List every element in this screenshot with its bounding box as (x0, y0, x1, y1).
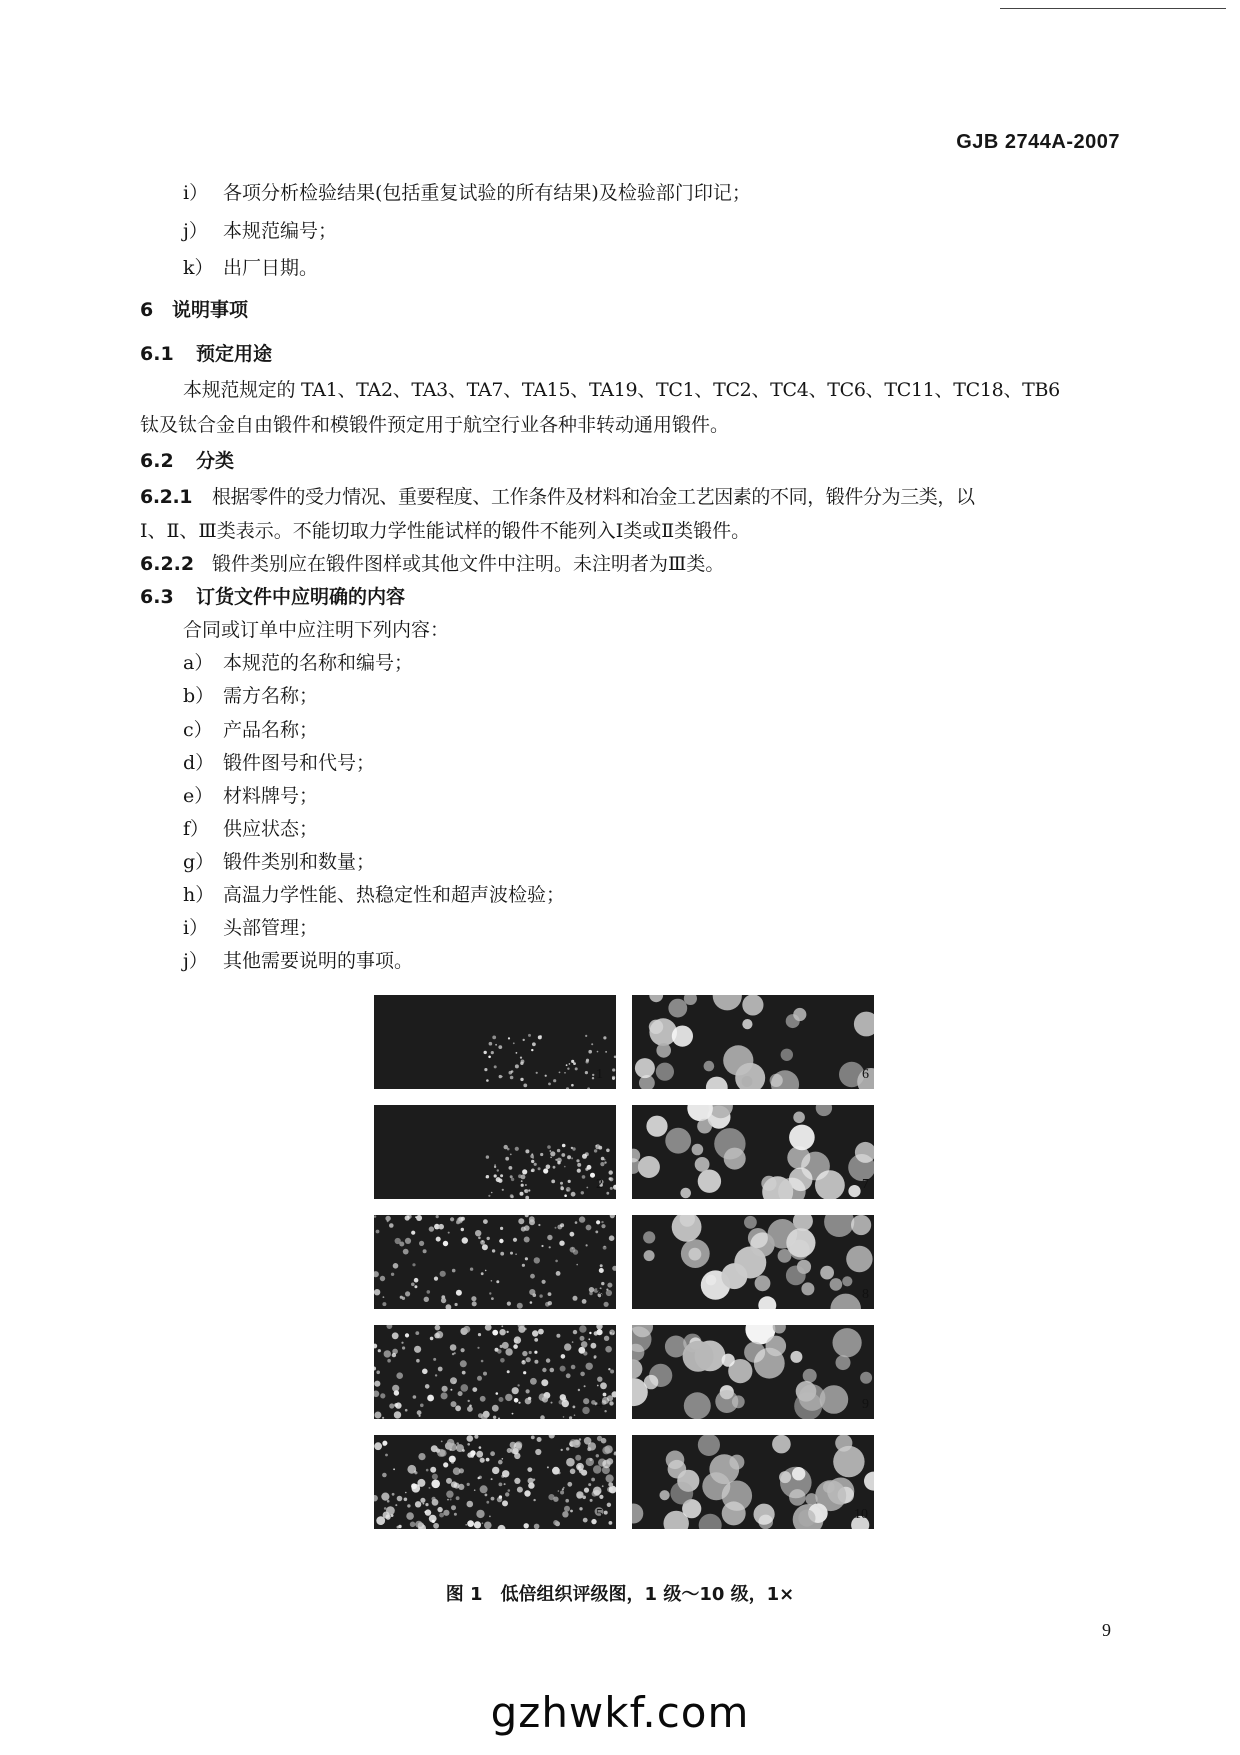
list-item-label: i） (183, 182, 209, 204)
panel-number: 4 (596, 1397, 603, 1412)
list-item-label: k） (183, 257, 214, 279)
figure-caption: 图 1 低倍组织评级图，1 级～10 级，1× (445, 1584, 795, 1605)
paragraph-line (140, 484, 975, 510)
list-item-text: 材料牌号； (223, 785, 319, 807)
list-item (183, 180, 751, 206)
list-item (183, 948, 413, 974)
macro-panel (374, 1105, 616, 1199)
clause-text: 根据零件的受力情况、重要程度、工作条件及材料和冶金工艺因素的不同，锻件分为三类，以 (212, 486, 975, 508)
clause-text: 锻件类别应在锻件图样或其他文件中注明。未注明者为Ⅲ类。 (212, 553, 725, 575)
macrostructure-figure (374, 995, 884, 1537)
subsection-title: 订货文件中应明确的内容 (196, 586, 406, 608)
section-heading (140, 297, 248, 323)
panel-number: 3 (596, 1287, 603, 1302)
subsection-heading (140, 341, 272, 367)
list-item (183, 717, 318, 743)
paragraph-line: 本规范规定的 TA1、TA2、TA3、TA7、TA15、TA19、TC1、TC2、TC4、TC6、TC11、TC18、TB6 (183, 379, 1060, 401)
macro-panel (374, 1325, 616, 1419)
list-item (183, 255, 318, 281)
list-item-text: 其他需要说明的事项。 (223, 950, 414, 972)
paragraph-line: Ⅰ、Ⅱ、Ⅲ类表示。不能切取力学性能试样的锻件不能列入Ⅰ类或Ⅱ类锻件。 (140, 520, 751, 542)
list-item-text: 产品名称； (223, 719, 319, 741)
page-number: 9 (1102, 1620, 1111, 1640)
macro-panel (632, 995, 874, 1089)
list-item-label: a） (183, 652, 214, 674)
list-item (183, 650, 413, 676)
list-item (183, 816, 318, 842)
macro-panel (374, 1435, 616, 1529)
list-item-text: 本规范的名称和编号； (223, 652, 414, 674)
list-item-text: 锻件图号和代号； (223, 752, 376, 774)
panel-number: 1 (596, 1067, 603, 1082)
list-item-label: i） (183, 917, 209, 939)
header-rule (1000, 8, 1226, 9)
list-item (183, 849, 375, 875)
list-item-label: c） (183, 719, 213, 741)
macro-panel (632, 1325, 874, 1419)
clause-number: 6.2.2 (140, 553, 195, 575)
panel-number: 2 (596, 1177, 603, 1192)
list-item (183, 882, 565, 908)
macro-panel (374, 995, 616, 1089)
list-item-label: j） (183, 220, 208, 242)
list-item (183, 783, 318, 809)
list-item-label: d） (183, 752, 215, 774)
paragraph-line (140, 551, 724, 577)
list-item-label: j） (183, 950, 208, 972)
macro-panel (632, 1435, 874, 1529)
watermark-text: gzhwkf.com (490, 1688, 750, 1737)
subsection-number: 6.2 (140, 450, 174, 472)
subsection-title: 分类 (196, 450, 235, 472)
list-item-label: b） (183, 685, 215, 707)
list-item-text: 需方名称； (223, 685, 319, 707)
panel-number: 6 (862, 1067, 869, 1082)
list-item-text: 各项分析检验结果(包括重复试验的所有结果)及检验部门印记； (223, 182, 751, 204)
paragraph-line: 合同或订单中应注明下列内容： (183, 619, 450, 641)
list-item-text: 头部管理； (223, 917, 319, 939)
list-item-label: h） (183, 884, 215, 906)
section-number: 6 (140, 299, 154, 321)
list-item-text: 出厂日期。 (223, 257, 319, 279)
list-item-label: g） (183, 851, 215, 873)
list-item-text: 本规范编号； (223, 220, 338, 242)
clause-number: 6.2.1 (140, 486, 193, 508)
panel-number: 9 (862, 1397, 869, 1412)
macro-panel (374, 1215, 616, 1309)
panel-number: 10 (854, 1507, 868, 1522)
panel-number: 7 (862, 1177, 869, 1192)
subsection-title: 预定用途 (196, 343, 273, 365)
list-item (183, 683, 318, 709)
list-item (183, 218, 337, 244)
paragraph-line: 钛及钛合金自由锻件和模锻件预定用于航空行业各种非转动通用锻件。 (140, 414, 730, 436)
subsection-heading (140, 584, 405, 610)
list-item-label: f） (183, 818, 210, 840)
list-item-text: 供应状态； (223, 818, 319, 840)
subsection-heading (140, 448, 234, 474)
list-item (183, 750, 375, 776)
macro-panel (632, 1215, 874, 1309)
list-item-label: e） (183, 785, 214, 807)
panel-number: 8 (862, 1287, 869, 1302)
list-item-text: 高温力学性能、热稳定性和超声波检验； (223, 884, 566, 906)
subsection-number: 6.1 (140, 343, 174, 365)
macro-panel (632, 1105, 874, 1199)
section-title: 说明事项 (172, 299, 249, 321)
subsection-number: 6.3 (140, 586, 174, 608)
list-item (183, 915, 318, 941)
panel-number: 5 (596, 1507, 603, 1522)
document-code: GJB 2744A-2007 (956, 131, 1120, 153)
list-item-text: 锻件类别和数量； (223, 851, 376, 873)
